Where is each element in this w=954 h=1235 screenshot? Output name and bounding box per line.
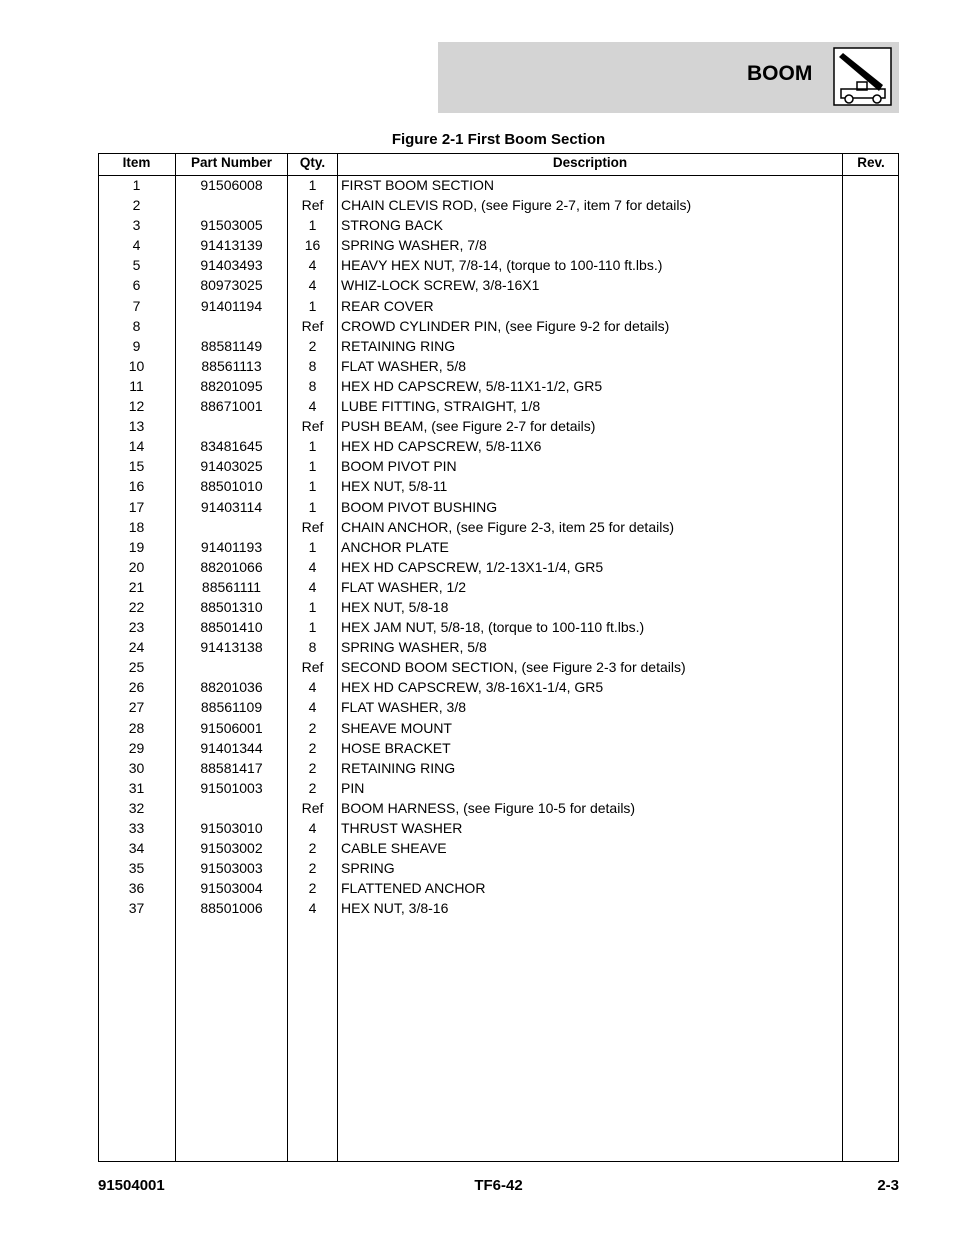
description-cell: FLAT WASHER, 5/8 (341, 357, 466, 374)
part-number-cell: 91401193 (200, 538, 263, 555)
table-row (98, 397, 899, 417)
table-row (98, 819, 899, 839)
item-cell: 2 (132, 197, 141, 214)
part-number-cell: 83481645 (200, 438, 263, 455)
table-row (98, 498, 899, 518)
qty-cell: 2 (308, 337, 317, 354)
column-header-part-number: Part Number (190, 155, 273, 170)
item-cell: 32 (128, 799, 145, 816)
description-cell: THRUST WASHER (341, 820, 463, 836)
qty-cell: 1 (308, 217, 317, 234)
item-cell: 28 (128, 719, 145, 736)
description-cell: BOOM PIVOT BUSHING (341, 498, 498, 515)
table-row (98, 558, 899, 578)
description-cell: BOOM HARNESS, (see Figure 10-5 for details) (341, 799, 636, 816)
item-cell: 17 (128, 498, 145, 515)
description-cell: FLAT WASHER, 1/2 (341, 578, 466, 595)
table-row (98, 638, 899, 658)
item-cell: 9 (132, 337, 141, 354)
item-cell: 3 (132, 217, 141, 234)
table-row (98, 839, 899, 859)
table-row (98, 719, 899, 739)
qty-cell: 4 (308, 578, 317, 595)
description-cell: CHAIN ANCHOR, (see Figure 2-3, item 25 for details) (341, 518, 674, 535)
table-row (98, 216, 899, 236)
table-row (98, 317, 899, 337)
section-header-box (438, 42, 899, 113)
description-cell: RETAINING RING (341, 337, 456, 354)
table-row (98, 196, 899, 216)
item-cell: 30 (128, 759, 145, 776)
part-number-cell: 88561109 (200, 699, 263, 716)
qty-cell: 2 (308, 759, 317, 776)
qty-cell: 1 (308, 498, 317, 515)
part-number-cell: 88561111 (201, 578, 262, 595)
table-row (98, 759, 899, 779)
item-cell: 6 (132, 277, 141, 294)
description-cell: CROWD CYLINDER PIN, (see Figure 9-2 for details) (341, 317, 670, 334)
qty-cell: 2 (308, 719, 317, 736)
item-cell: 8 (132, 317, 141, 334)
description-cell: HOSE BRACKET (341, 739, 451, 756)
qty-cell: Ref (301, 518, 324, 535)
item-cell: 24 (128, 639, 145, 656)
part-number-cell: 88501410 (200, 619, 263, 636)
qty-cell: 1 (308, 297, 317, 314)
table-row (98, 618, 899, 638)
section-title: BOOM (747, 62, 813, 85)
description-cell: WHIZ-LOCK SCREW, 3/8-16X1 (341, 277, 540, 294)
table-row (98, 879, 899, 899)
item-cell: 14 (128, 438, 145, 455)
description-cell: SPRING (341, 860, 395, 877)
part-number-cell: 91403025 (200, 458, 263, 475)
qty-cell: 4 (308, 277, 317, 294)
qty-cell: 1 (308, 598, 317, 615)
description-cell: RETAINING RING (341, 759, 456, 776)
qty-cell: 1 (308, 177, 317, 193)
item-cell: 31 (128, 779, 145, 796)
part-number-cell: 91503010 (200, 820, 263, 836)
item-cell: 5 (132, 257, 141, 274)
table-row (98, 598, 899, 618)
item-cell: 16 (128, 478, 145, 495)
description-cell: HEX JAM NUT, 5/8-18, (torque to 100-110 ft.lbs.) (341, 619, 645, 636)
table-row (98, 256, 899, 276)
qty-cell: Ref (301, 659, 324, 676)
footer-document-number: 91504001 (98, 1177, 165, 1194)
part-number-cell: 88501310 (200, 598, 263, 615)
item-cell: 35 (128, 860, 145, 877)
table-row (98, 357, 899, 377)
qty-cell: 4 (308, 558, 317, 575)
item-cell: 33 (128, 820, 145, 836)
column-header-qty: Qty. (299, 155, 326, 170)
item-cell: 22 (128, 598, 145, 615)
qty-cell: 4 (308, 679, 317, 696)
table-row (98, 678, 899, 698)
table-row (98, 518, 899, 538)
column-header-rev: Rev. (857, 155, 885, 170)
part-number-cell: 91401194 (200, 297, 263, 314)
item-cell: 27 (128, 699, 145, 716)
table-row (98, 538, 899, 558)
qty-cell: 8 (308, 357, 317, 374)
table-row (98, 457, 899, 477)
qty-cell: 1 (308, 619, 317, 636)
table-row (98, 236, 899, 256)
table-row (98, 437, 899, 457)
description-cell: STRONG BACK (341, 217, 443, 234)
description-cell: CABLE SHEAVE (341, 840, 447, 857)
description-cell: FIRST BOOM SECTION (341, 177, 494, 193)
item-cell: 19 (128, 538, 145, 555)
qty-cell: 4 (308, 820, 317, 836)
description-cell: HEX HD CAPSCREW, 5/8-11X1-1/2, GR5 (341, 377, 603, 394)
qty-cell: 2 (308, 880, 317, 897)
table-row (98, 578, 899, 598)
table-row (98, 477, 899, 497)
description-cell: HEX NUT, 5/8-18 (341, 598, 449, 615)
qty-cell: 2 (308, 739, 317, 756)
description-cell: HEX HD CAPSCREW, 1/2-13X1-1/4, GR5 (341, 558, 604, 575)
description-cell: BOOM PIVOT PIN (341, 458, 457, 475)
part-number-cell: 91403493 (200, 257, 263, 274)
part-number-cell: 91501003 (200, 779, 263, 796)
qty-cell: 4 (308, 257, 317, 274)
qty-cell: 2 (308, 840, 317, 857)
qty-cell: Ref (301, 418, 324, 435)
part-number-cell: 88201095 (200, 377, 263, 394)
part-number-cell: 88581149 (200, 337, 263, 354)
item-cell: 1 (132, 177, 141, 193)
part-number-cell: 91506008 (200, 177, 263, 193)
item-cell: 11 (129, 377, 144, 394)
description-cell: SPRING WASHER, 7/8 (341, 237, 487, 254)
qty-cell: 8 (308, 377, 317, 394)
part-number-cell: 88671001 (200, 398, 263, 415)
description-cell: HEX HD CAPSCREW, 3/8-16X1-1/4, GR5 (341, 679, 604, 696)
item-cell: 26 (128, 679, 145, 696)
qty-cell: Ref (301, 799, 324, 816)
description-cell: SHEAVE MOUNT (341, 719, 452, 736)
item-cell: 23 (128, 619, 145, 636)
item-cell: 20 (128, 558, 145, 575)
description-cell: PIN (341, 779, 365, 796)
item-cell: 36 (128, 880, 145, 897)
item-cell: 37 (128, 900, 145, 917)
item-cell: 10 (128, 357, 145, 374)
qty-cell: 1 (308, 438, 317, 455)
table-row (98, 698, 899, 718)
footer-model: TF6-42 (474, 1177, 523, 1194)
description-cell: FLATTENED ANCHOR (341, 880, 486, 897)
item-cell: 15 (128, 458, 145, 475)
table-row (98, 276, 899, 296)
item-cell: 21 (128, 578, 145, 595)
column-header-item: Item (122, 155, 151, 170)
description-cell: HEX NUT, 3/8-16 (341, 900, 449, 917)
part-number-cell: 88561113 (201, 357, 262, 374)
table-row (98, 779, 899, 799)
table-row (98, 377, 899, 397)
table-row (98, 417, 899, 437)
description-cell: LUBE FITTING, STRAIGHT, 1/8 (341, 398, 541, 415)
part-number-cell: 91403114 (200, 498, 263, 515)
table-row (98, 297, 899, 317)
part-number-cell: 91503004 (200, 880, 263, 897)
part-number-cell: 91401344 (200, 739, 263, 756)
part-number-cell: 91503005 (200, 217, 263, 234)
qty-cell: Ref (301, 317, 324, 334)
part-number-cell: 88581417 (200, 759, 263, 776)
part-number-cell: 88201036 (200, 679, 263, 696)
part-number-cell: 88501010 (200, 478, 263, 495)
description-cell: HEX NUT, 5/8-11 (341, 478, 448, 495)
part-number-cell: 91413138 (200, 639, 263, 656)
figure-title: Figure 2-1 First Boom Section (391, 131, 606, 148)
column-header-description: Description (552, 155, 628, 170)
description-cell: PUSH BEAM, (see Figure 2-7 for details) (341, 418, 596, 435)
part-number-cell: 91503002 (200, 840, 263, 857)
item-cell: 13 (128, 418, 145, 435)
part-number-cell: 88201066 (200, 558, 263, 575)
description-cell: SECOND BOOM SECTION, (see Figure 2-3 for details) (341, 659, 686, 676)
qty-cell: 1 (308, 478, 317, 495)
table-row (98, 799, 899, 819)
part-number-cell: 80973025 (200, 277, 263, 294)
part-number-cell: 91503003 (200, 860, 263, 877)
table-row (98, 658, 899, 678)
description-cell: REAR COVER (341, 297, 434, 314)
description-cell: HEAVY HEX NUT, 7/8-14, (torque to 100-110 ft.lbs.) (341, 257, 663, 274)
description-cell: FLAT WASHER, 3/8 (341, 699, 466, 716)
item-cell: 18 (128, 518, 145, 535)
description-cell: CHAIN CLEVIS ROD, (see Figure 2-7, item 7 for details) (341, 197, 692, 214)
qty-cell: 8 (308, 639, 317, 656)
qty-cell: 2 (308, 860, 317, 877)
table-row (98, 739, 899, 759)
description-cell: ANCHOR PLATE (341, 538, 449, 555)
qty-cell: 16 (304, 237, 321, 254)
item-cell: 34 (128, 840, 145, 857)
table-row (98, 176, 899, 196)
part-number-cell: 91506001 (200, 719, 263, 736)
qty-cell: 4 (308, 699, 317, 716)
table-row (98, 899, 899, 919)
parts-table-body (98, 176, 899, 919)
qty-cell: 1 (308, 458, 317, 475)
table-row (98, 859, 899, 879)
item-cell: 4 (132, 237, 141, 254)
qty-cell: 2 (308, 779, 317, 796)
footer-page-number: 2-3 (877, 1177, 899, 1194)
item-cell: 29 (128, 739, 145, 756)
qty-cell: Ref (301, 197, 324, 214)
item-cell: 25 (128, 659, 145, 676)
description-cell: HEX HD CAPSCREW, 5/8-11X6 (341, 438, 542, 455)
part-number-cell: 88501006 (200, 900, 263, 917)
telehandler-boom-icon (833, 47, 892, 106)
qty-cell: 4 (308, 398, 317, 415)
part-number-cell: 91413139 (200, 237, 263, 254)
item-cell: 7 (132, 297, 141, 314)
item-cell: 12 (128, 398, 145, 415)
description-cell: SPRING WASHER, 5/8 (341, 639, 487, 656)
qty-cell: 4 (308, 900, 317, 917)
qty-cell: 1 (308, 538, 317, 555)
table-row (98, 337, 899, 357)
